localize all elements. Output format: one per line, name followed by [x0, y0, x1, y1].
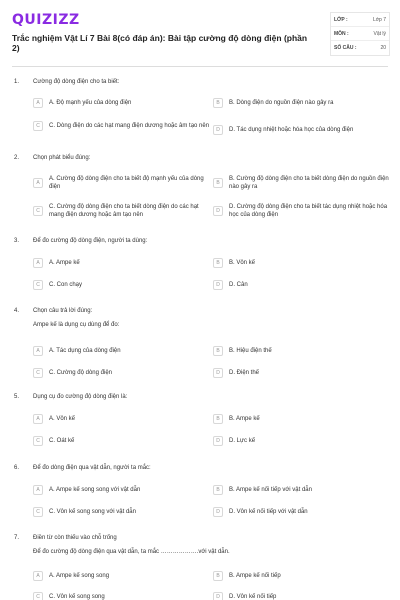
option-text: D. Điện thế: [229, 370, 260, 376]
option-letter-badge: A: [33, 414, 43, 424]
option-text: D. Vôn kế nối tiếp với vật dẫn: [229, 509, 308, 515]
option-text: B. Hiệu điện thế: [229, 348, 272, 354]
option-letter-badge: D: [213, 125, 223, 135]
option-d[interactable]: [213, 125, 393, 135]
meta-value: Lớp 7: [372, 16, 386, 23]
question-text: Để đo dòng điện qua vật dẫn, người ta mắc:: [33, 465, 151, 471]
question-subtext: Để đo cường độ dòng điện qua vật dẫn, ta mắc ……………….với vật dẫn.: [33, 549, 230, 555]
option-b[interactable]: [213, 258, 393, 268]
option-b[interactable]: [213, 346, 393, 356]
option-letter-badge: D: [213, 368, 223, 378]
option-text: A. Ampe kế: [49, 260, 80, 266]
option-c[interactable]: [33, 592, 213, 600]
option-a[interactable]: [33, 258, 213, 268]
option-letter-badge: D: [213, 507, 223, 517]
option-text: C. Oát kế: [49, 438, 75, 444]
question-number: 5.: [14, 394, 20, 400]
option-letter-badge: C: [33, 507, 43, 517]
question-number: 3.: [14, 238, 20, 244]
option-letter-badge: B: [213, 346, 223, 356]
option-text: B. Dòng điện do nguồn điện nào gây ra: [229, 100, 334, 106]
meta-value: Vật lý: [373, 30, 386, 37]
option-b[interactable]: [213, 414, 393, 424]
meta-label: MÔN :: [334, 30, 349, 37]
option-letter-badge: C: [33, 368, 43, 378]
option-a[interactable]: [33, 414, 213, 424]
option-letter-badge: C: [33, 592, 43, 600]
option-b[interactable]: [213, 485, 393, 495]
option-text: C. Vôn kế song song: [49, 594, 105, 600]
option-text: D. Vôn kế nối tiếp: [229, 594, 277, 600]
option-text: A. Độ mạnh yếu của dòng điện: [49, 100, 132, 106]
option-text: B. Cường độ dòng điện cho ta biết dòng điện do nguồn điện nào gây ra: [229, 176, 389, 190]
option-c[interactable]: [33, 368, 213, 378]
option-a[interactable]: [33, 175, 213, 191]
option-letter-badge: B: [213, 178, 223, 188]
option-letter-badge: A: [33, 346, 43, 356]
meta-label: LỚP :: [334, 16, 348, 23]
question-text: Dụng cụ đo cường độ dòng điện là:: [33, 394, 128, 400]
question-text: Chọn câu trả lời đúng:: [33, 308, 93, 314]
option-letter-badge: D: [213, 280, 223, 290]
option-letter-badge: C: [33, 206, 43, 216]
option-letter-badge: A: [33, 258, 43, 268]
header-divider: [12, 66, 388, 67]
option-d[interactable]: [213, 203, 393, 219]
option-d[interactable]: [213, 592, 393, 600]
option-letter-badge: D: [213, 592, 223, 600]
option-letter-badge: B: [213, 571, 223, 581]
option-b[interactable]: [213, 175, 393, 191]
option-text: C. Dòng điện do các hạt mang điện dương hoặc âm tạo nên: [49, 123, 210, 129]
question-text: Điền từ còn thiếu vào chỗ trống: [33, 535, 117, 541]
option-d[interactable]: [213, 280, 393, 290]
option-d[interactable]: [213, 368, 393, 378]
option-text: D. Lực kế: [229, 438, 256, 444]
option-text: D. Cân: [229, 282, 248, 288]
meta-row-subject: [331, 27, 389, 41]
option-a[interactable]: [33, 346, 213, 356]
option-text: A. Cường độ dòng điện cho ta biết độ mạnh yếu của dòng điện: [49, 176, 204, 190]
question-number: 1.: [14, 79, 20, 85]
option-letter-badge: A: [33, 98, 43, 108]
question-text: Chọn phát biểu đúng:: [33, 155, 91, 161]
question-number: 4.: [14, 308, 20, 314]
option-text: C. Vôn kế song song với vật dẫn: [49, 509, 136, 515]
option-b[interactable]: [213, 98, 393, 108]
option-letter-badge: A: [33, 571, 43, 581]
option-letter-badge: D: [213, 206, 223, 216]
question-number: 2.: [14, 155, 20, 161]
option-text: B. Ampe kế nối tiếp: [229, 573, 281, 579]
option-text: D. Cường độ dòng điện cho ta biết tác dụng nhiệt hoặc hóa học của dòng điện: [229, 204, 388, 218]
option-text: D. Tác dụng nhiệt hoặc hóa học của dòng điện: [229, 127, 354, 133]
option-letter-badge: B: [213, 258, 223, 268]
option-text: B. Ampe kế: [229, 416, 260, 422]
option-letter-badge: C: [33, 280, 43, 290]
option-text: B. Vôn kế: [229, 260, 256, 266]
option-text: C. Cường độ dòng điện cho ta biết dòng điện do các hạt mang điện dương hoặc âm tạo nên: [49, 204, 199, 218]
option-a[interactable]: [33, 485, 213, 495]
worksheet-meta-box: [330, 12, 390, 56]
meta-row-question-count: [331, 41, 389, 55]
option-a[interactable]: [33, 571, 213, 581]
option-letter-badge: A: [33, 178, 43, 188]
question-number: 7.: [14, 535, 20, 541]
worksheet-title: Trắc nghiệm Vật Lí 7 Bài 8(có đáp án): Bài tập cường độ dòng điện (phần 2): [12, 33, 308, 53]
meta-label: SỐ CÂU :: [334, 45, 357, 51]
option-text: C. Con chạy: [49, 282, 83, 288]
option-letter-badge: C: [33, 436, 43, 446]
question-text: Để đo cường độ dòng điện, người ta dùng:: [33, 238, 148, 244]
worksheet-header: [0, 0, 400, 66]
option-text: B. Ampe kế nối tiếp với vật dẫn: [229, 487, 312, 493]
option-text: C. Cường độ dòng điện: [49, 370, 112, 376]
question-number: 6.: [14, 465, 20, 471]
option-c[interactable]: [33, 507, 213, 517]
question-text: Cường độ dòng điện cho ta biết:: [33, 79, 120, 85]
option-letter-badge: B: [213, 485, 223, 495]
option-d[interactable]: [213, 436, 393, 446]
option-letter-badge: B: [213, 98, 223, 108]
option-text: A. Vôn kế: [49, 416, 76, 422]
option-letter-badge: B: [213, 414, 223, 424]
option-letter-badge: D: [213, 436, 223, 446]
question-subtext: Ampe kế là dụng cụ dùng để đo:: [33, 322, 120, 328]
option-b[interactable]: [213, 571, 393, 581]
option-c[interactable]: [33, 203, 213, 219]
option-letter-badge: C: [33, 121, 43, 131]
option-c[interactable]: [33, 121, 213, 131]
option-d[interactable]: [213, 507, 393, 517]
option-letter-badge: A: [33, 485, 43, 495]
meta-value: 20: [380, 45, 386, 51]
option-a[interactable]: [33, 98, 213, 108]
option-text: A. Tác dụng của dòng điện: [49, 348, 121, 354]
option-c[interactable]: [33, 280, 213, 290]
meta-row-class: [331, 13, 389, 27]
option-text: A. Ampe kế song song với vật dẫn: [49, 487, 141, 493]
quizizz-logo: QUIZIZZ: [12, 12, 80, 28]
option-text: A. Ampe kế song song: [49, 573, 110, 579]
option-c[interactable]: [33, 436, 213, 446]
